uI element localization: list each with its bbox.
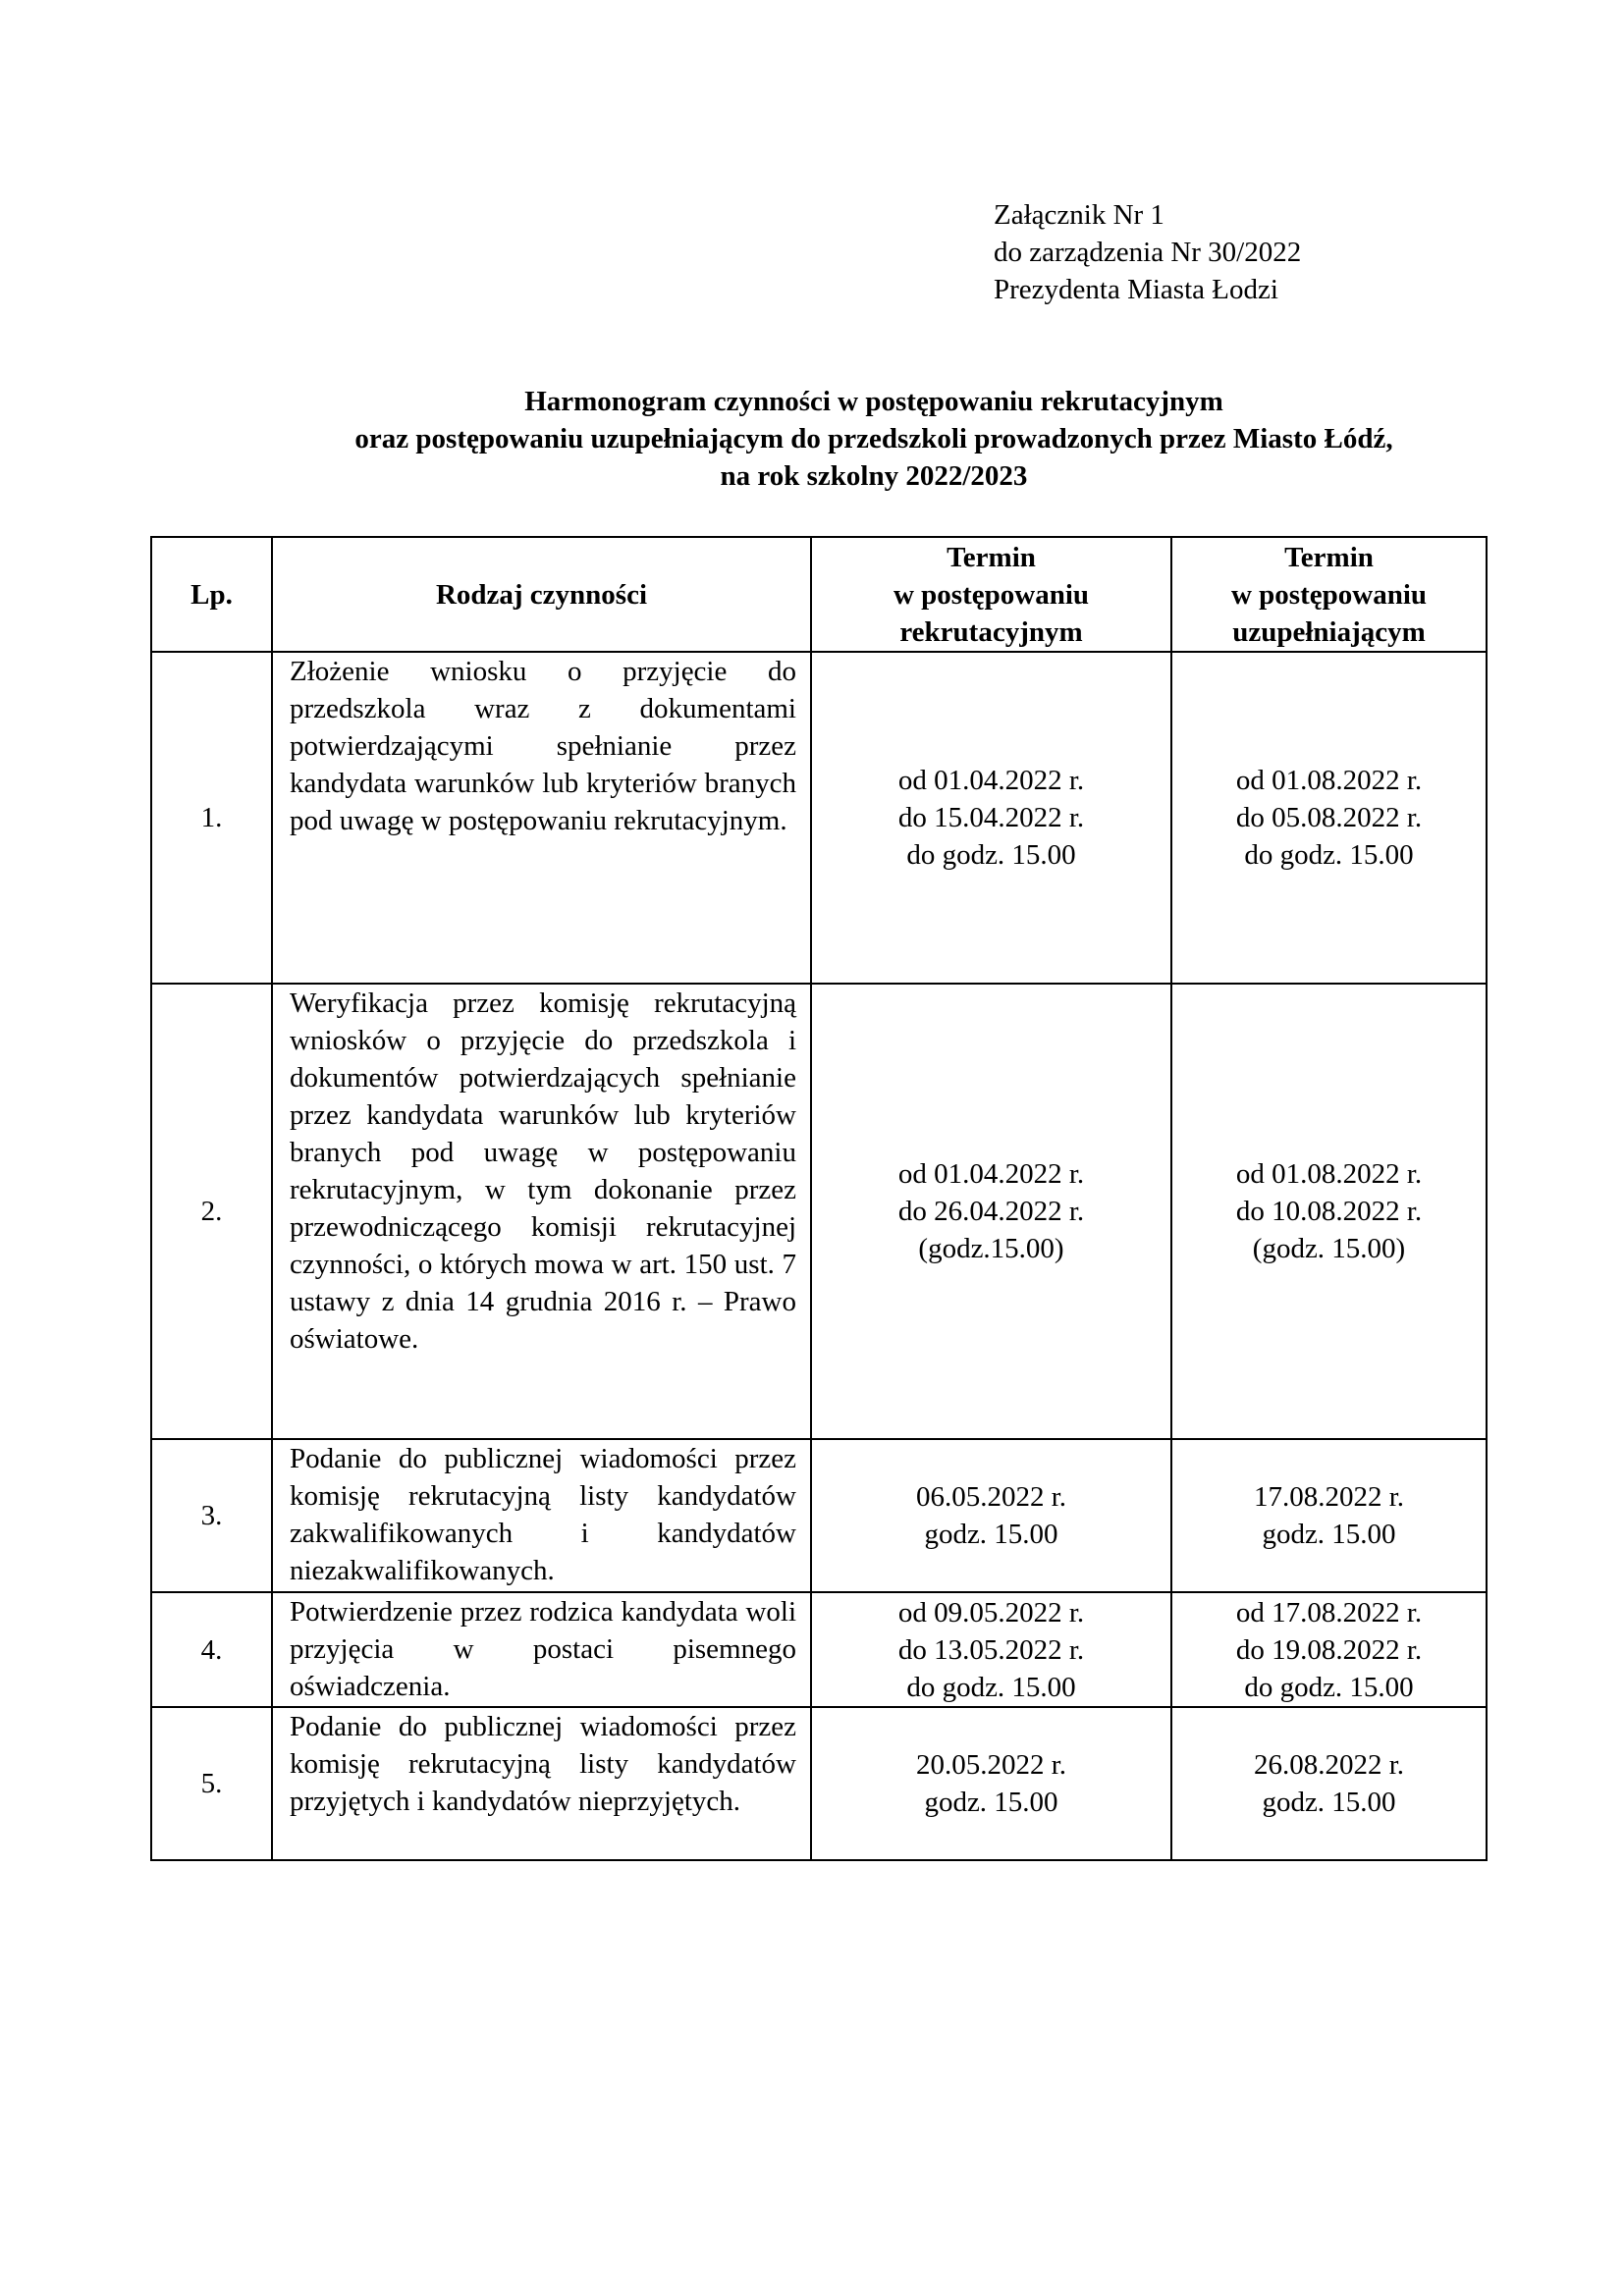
annex-heading bbox=[994, 196, 1301, 308]
row-recruitment-term bbox=[811, 1439, 1171, 1592]
row-number: 5. bbox=[151, 1707, 272, 1860]
row-supplementary-term bbox=[1171, 1707, 1487, 1860]
date-line: do 26.04.2022 r. bbox=[897, 1196, 1085, 1227]
annex-number: Załącznik Nr 1 bbox=[994, 199, 1164, 231]
date-line: do godz. 15.00 bbox=[1244, 839, 1414, 871]
row-recruitment-term bbox=[811, 652, 1171, 984]
date-line: od 01.08.2022 r. bbox=[1235, 765, 1423, 796]
header-recruitment-line: w postępowaniu bbox=[893, 578, 1090, 611]
row-supplementary-term bbox=[1171, 1439, 1487, 1592]
row-activity: Podanie do publicznej wiadomości przez komisję rekrutacyjną listy kandydatów zakwalifikowanych i kandydatów niezakwalifikowanych. bbox=[272, 1439, 811, 1592]
header-recruitment-line: Termin bbox=[947, 541, 1036, 573]
row-supplementary-term bbox=[1171, 984, 1487, 1439]
row-recruitment-term bbox=[811, 1592, 1171, 1707]
date-line: od 01.08.2022 r. bbox=[1235, 1158, 1423, 1190]
row-recruitment-term bbox=[811, 1707, 1171, 1860]
date-line: do 13.05.2022 r. bbox=[897, 1633, 1085, 1666]
date-line: do godz. 15.00 bbox=[1244, 1671, 1414, 1703]
header-supplementary-line: w postępowaniu bbox=[1230, 578, 1428, 611]
title-line-1: Harmonogram czynności w postępowaniu rekrutacyjnym bbox=[524, 386, 1223, 417]
header-recruitment-term bbox=[811, 537, 1171, 652]
header-supplementary-line: uzupełniającym bbox=[1232, 615, 1426, 648]
date-line: godz. 15.00 bbox=[1262, 1787, 1396, 1818]
table-row bbox=[151, 984, 1487, 1439]
row-activity: Złożenie wniosku o przyjęcie do przedszkola wraz z dokumentami potwierdzającymi spełnianie przez kandydata warunków lub kryteriów branych pod uwagę w postępowaniu rekrutacyjnym. bbox=[272, 652, 811, 984]
title-line-2: oraz postępowaniu uzupełniającym do przedszkoli prowadzonych przez Miasto Łódź, bbox=[354, 423, 1393, 454]
row-activity: Podanie do publicznej wiadomości przez komisję rekrutacyjną listy kandydatów przyjętych i kandydatów nieprzyjętych. bbox=[272, 1707, 811, 1860]
date-line: godz. 15.00 bbox=[1262, 1519, 1396, 1550]
row-supplementary-term bbox=[1171, 1592, 1487, 1707]
schedule-table bbox=[150, 536, 1488, 1861]
table-row bbox=[151, 1592, 1487, 1707]
date-line: godz. 15.00 bbox=[924, 1519, 1058, 1550]
date-line: od 01.04.2022 r. bbox=[897, 765, 1085, 796]
date-line: do 10.08.2022 r. bbox=[1235, 1196, 1423, 1227]
date-line: do 15.04.2022 r. bbox=[897, 802, 1085, 833]
date-line: 26.08.2022 r. bbox=[1253, 1749, 1405, 1781]
date-line: do 19.08.2022 r. bbox=[1235, 1633, 1423, 1666]
row-activity: Potwierdzenie przez rodzica kandydata woli przyjęcia w postaci pisemnego oświadczenia. bbox=[272, 1592, 811, 1707]
date-line: do godz. 15.00 bbox=[906, 1671, 1076, 1703]
header-supplementary-term bbox=[1171, 537, 1487, 652]
date-line: (godz.15.00) bbox=[918, 1233, 1064, 1264]
header-recruitment-line: rekrutacyjnym bbox=[899, 615, 1083, 648]
row-number: 3. bbox=[151, 1439, 272, 1592]
date-line: do 05.08.2022 r. bbox=[1235, 802, 1423, 833]
header-lp: Lp. bbox=[151, 537, 272, 652]
date-line: 20.05.2022 r. bbox=[915, 1749, 1067, 1781]
header-activity: Rodzaj czynności bbox=[272, 537, 811, 652]
date-line: od 17.08.2022 r. bbox=[1235, 1596, 1423, 1629]
header-supplementary-line: Termin bbox=[1284, 541, 1374, 573]
date-line: od 01.04.2022 r. bbox=[897, 1158, 1085, 1190]
document-title bbox=[128, 383, 1620, 495]
table-header-row bbox=[151, 537, 1487, 652]
date-line: godz. 15.00 bbox=[924, 1787, 1058, 1818]
row-number: 4. bbox=[151, 1592, 272, 1707]
row-activity: Weryfikacja przez komisję rekrutacyjną wniosków o przyjęcie do przedszkola i dokumentów potwierdzających spełnianie przez kandydata warunków lub kryteriów branych pod uwagę w postępowaniu rekrutacyjnym, w tym dokonanie przez przewodniczącego komisji rekrutacyjnej czynności, o których mowa w art. 150 ust. 7 ustawy z dnia 14 grudnia 2016 r. – Prawo oświatowe. bbox=[272, 984, 811, 1439]
row-supplementary-term bbox=[1171, 652, 1487, 984]
date-line: do godz. 15.00 bbox=[906, 839, 1076, 871]
row-recruitment-term bbox=[811, 984, 1171, 1439]
row-number: 1. bbox=[151, 652, 272, 984]
date-line: 17.08.2022 r. bbox=[1253, 1481, 1405, 1513]
table-row bbox=[151, 652, 1487, 984]
date-line: 06.05.2022 r. bbox=[915, 1481, 1067, 1513]
row-number: 2. bbox=[151, 984, 272, 1439]
annex-issuer: Prezydenta Miasta Łodzi bbox=[994, 274, 1278, 305]
date-line: od 09.05.2022 r. bbox=[897, 1596, 1085, 1629]
date-line: (godz. 15.00) bbox=[1252, 1233, 1406, 1264]
table-row bbox=[151, 1707, 1487, 1860]
table-row bbox=[151, 1439, 1487, 1592]
annex-order-reference: do zarządzenia Nr 30/2022 bbox=[994, 237, 1302, 268]
title-line-3: na rok szkolny 2022/2023 bbox=[720, 460, 1028, 492]
